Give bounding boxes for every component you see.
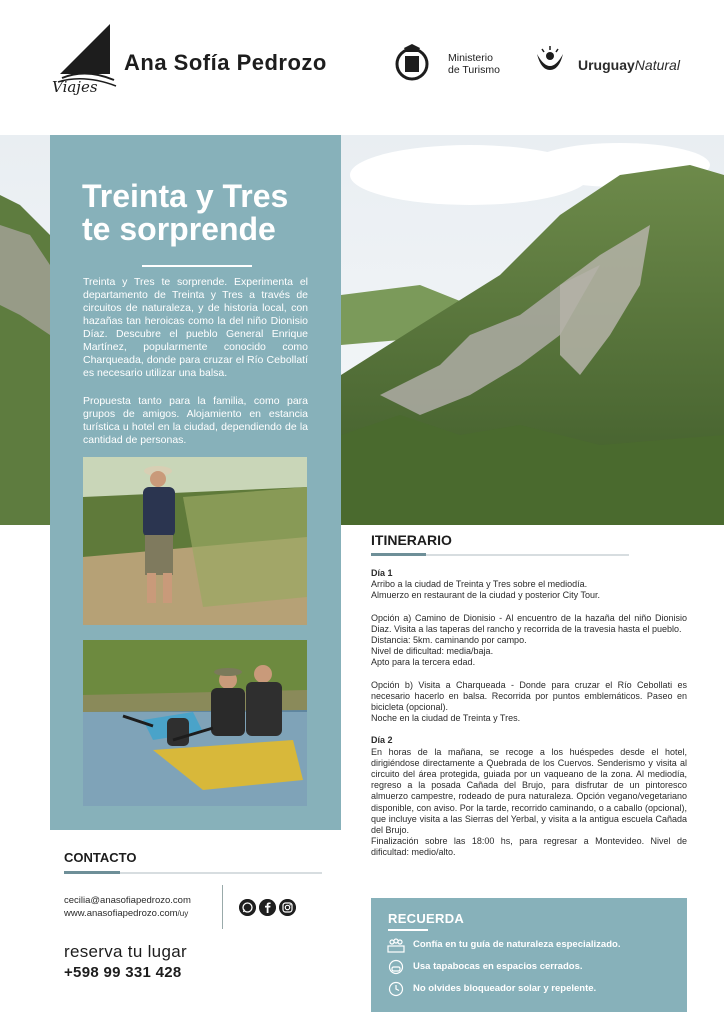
- ministry-label: [448, 52, 500, 76]
- ministry-line-2: de Turismo: [448, 64, 500, 76]
- day-2-text: En horas de la mañana, se recoge a los huéspedes desde el hotel, dirigiéndose directamente a Quebrada de los Cuervos. Senderismo y visita al circuito del área protegida, guiada por un vaqueano de la zona. Al mediodía, regreso a la posada Cañada del Brujo, para disfrutar de un pintoresco almuerzo campestre, rodeado de pura naturaleza. Opción vegano/vegetariano disponible, con aviso. Por la tarde, recorrido caminando, o a caballo (opcional), que incluye visita a las Sierras del Yerbal, y visita a la antigua escuela Cañada del Brujo.: [371, 746, 687, 836]
- itinerary-title: ITINERARIO: [371, 532, 452, 548]
- contact-divider-accent: [64, 871, 120, 874]
- option-a-difficulty: Nivel de dificultad: media/baja.: [371, 646, 494, 657]
- day-1-line-2: Almuerzo en restaurant de la ciudad y posterior City Tour.: [371, 590, 600, 601]
- uy-bold: Uruguay: [578, 57, 635, 73]
- national-seal-icon: [392, 42, 432, 84]
- option-b-text: Opción b) Visita a Charqueada - Donde para cruzar el Río Cebollati es necesario hacerlo en balsa. Recorrida por puntos emblemáticos. Paseo en bicicleta (opcional).: [371, 679, 687, 713]
- intro-paragraph-2: Propuesta tanto para la familia, como para grupos de amigos. Alojamiento en estancia turística u hotel en la ciudad, dependiendo de la cantidad de personas.: [83, 395, 308, 446]
- ministry-line-1: Ministerio: [448, 52, 493, 64]
- whatsapp-icon[interactable]: [239, 899, 256, 916]
- uruguay-natural-label: [578, 57, 680, 73]
- sunscreen-clock-icon: [387, 981, 405, 997]
- reminder-box: [371, 898, 687, 1012]
- intro-paragraph-1: Treinta y Tres te sorprende. Experimenta el departamento de Treinta y Tres a través de circuitos de naturaleza, y de historia local, con hazañas tan heroicas como la del niño Dionisio Díaz. Descubre el pueblo General Enrique Martínez, popularmente conocido como Charqueada, donde para cruzar el Río Cebollatí es necesario utilizar una balsa.: [83, 276, 308, 379]
- brand-subtitle: Viajes: [52, 78, 98, 96]
- day-1-line-1: Arribo a la ciudad de Treinta y Tres sobre el mediodía.: [371, 579, 588, 590]
- facebook-icon[interactable]: [259, 899, 276, 916]
- reminder-divider: [388, 929, 428, 931]
- contact-title: CONTACTO: [64, 850, 137, 865]
- option-a-suitability: Apto para la tercera edad.: [371, 657, 476, 668]
- day-1-label: Día 1: [371, 568, 393, 578]
- website-main: www.anasofiapedrozo.com: [64, 908, 178, 919]
- canoe-photo: [83, 640, 307, 806]
- contact-email-link[interactable]: cecilia@anasofiapedrozo.com: [64, 895, 191, 906]
- guide-group-icon: [387, 937, 405, 953]
- uy-italic: Natural: [634, 57, 680, 73]
- option-b-night: Noche en la ciudad de Treinta y Tres.: [371, 713, 521, 724]
- website-suffix: /uy: [177, 909, 189, 918]
- reminder-item-2: Usa tapabocas en espacios cerrados.: [413, 961, 583, 972]
- itinerary-body: [371, 568, 687, 859]
- itinerary-divider-accent: [371, 553, 426, 556]
- brand-name: Ana Sofía Pedrozo: [124, 50, 327, 75]
- title-line-2: te sorprende: [82, 211, 276, 247]
- day-2-end: Finalización sobre las 18:00 hs, para regresar a Montevideo. Nivel de dificultad: medio/alto.: [371, 836, 687, 858]
- reminder-item-1: Confía en tu guía de naturaleza especializado.: [413, 939, 621, 950]
- contact-vertical-divider: [222, 885, 223, 929]
- reminder-title: RECUERDA: [388, 911, 465, 926]
- panel-title: [82, 180, 322, 246]
- reserve-label: reserva tu lugar: [64, 942, 187, 961]
- title-divider: [142, 265, 252, 267]
- uruguay-natural-icon: [533, 44, 567, 78]
- instagram-icon[interactable]: [279, 899, 296, 916]
- reminder-item-3: No olvides bloqueador solar y repelente.: [413, 983, 597, 994]
- option-a-text: Opción a) Camino de Dionisio - Al encuentro de la hazaña del niño Dionisio Diaz. Visita a las taperas del rancho y recorrida de la travesia hasta el pueblo.: [371, 612, 687, 634]
- contact-website-link[interactable]: [64, 908, 188, 919]
- title-line-1: Treinta y Tres: [82, 178, 289, 214]
- day-2-label: Día 2: [371, 735, 393, 746]
- option-a-distance: Distancia: 5km. caminando por campo.: [371, 635, 527, 646]
- page-header: [0, 0, 724, 135]
- face-mask-icon: [387, 959, 405, 975]
- intro-panel: [50, 135, 341, 830]
- phone-number[interactable]: +598 99 331 428: [64, 964, 182, 981]
- hiker-photo: [83, 457, 307, 625]
